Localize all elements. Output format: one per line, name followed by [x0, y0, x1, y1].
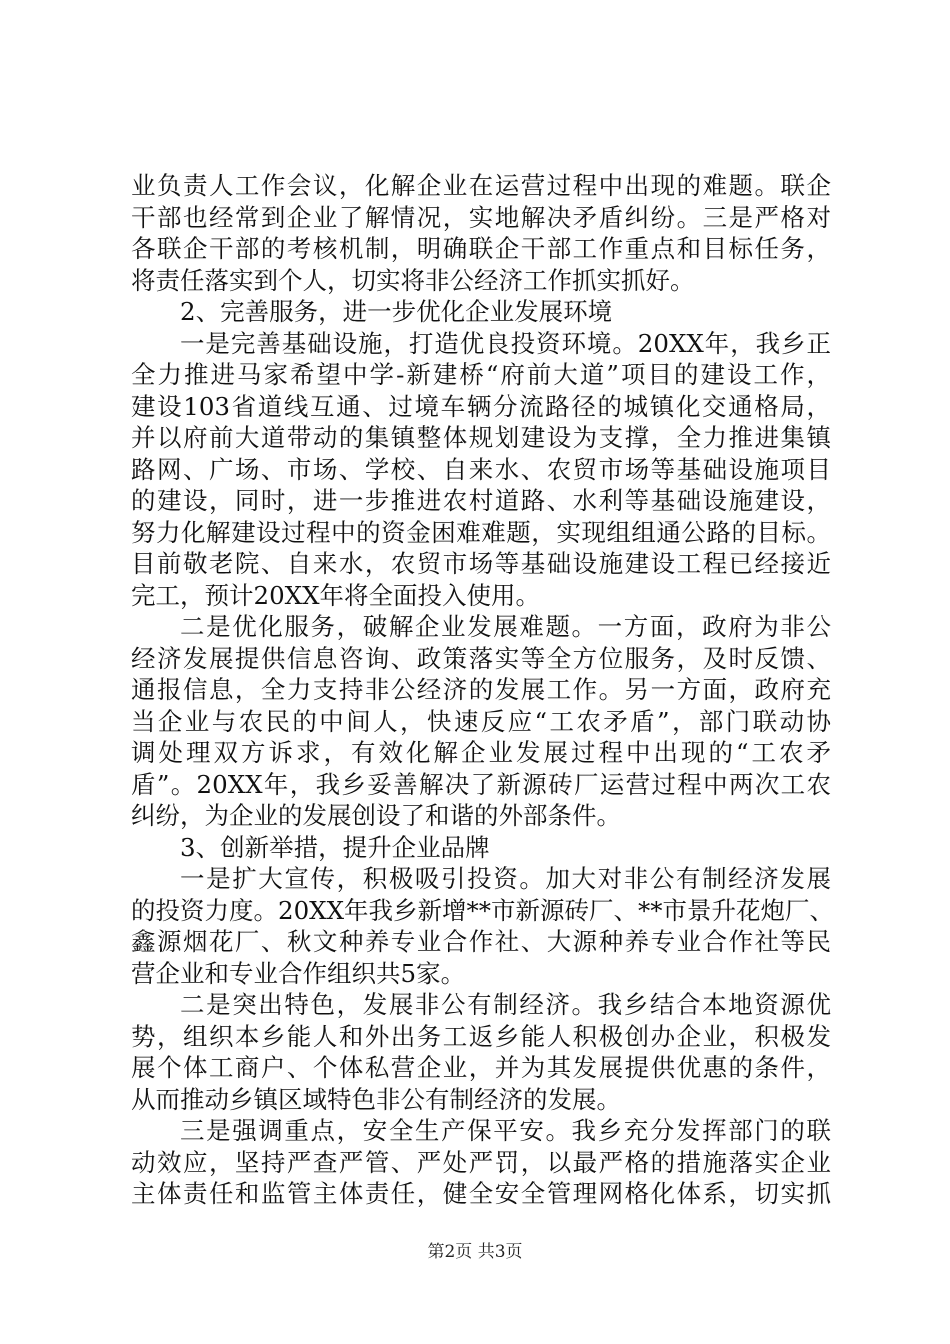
text-line: 的建设，同时，进一步推进农村道路、水利等基础设施建设， — [131, 486, 831, 515]
text-line: 主体责任和监管主体责任，健全安全管理网格化体系，切实抓 — [131, 1179, 831, 1208]
text-line: 路网、广场、市场、学校、自来水、农贸市场等基础设施项目 — [131, 454, 831, 484]
page-footer — [0, 1237, 950, 1262]
text-line: 完工，预计20XX年将全面投入使用。 — [131, 580, 541, 610]
text-line: 通报信息，全力支持非公经济的发展工作。另一方面，政府充 — [131, 675, 831, 704]
text-line: 三是强调重点，安全生产保平安。我乡充分发挥部门的联 — [180, 1116, 831, 1145]
text-line: 业负责人工作会议，化解企业在运营过程中出现的难题。联企 — [131, 171, 831, 200]
text-line: 各联企干部的考核机制，明确联企干部工作重点和目标任务， — [131, 234, 831, 263]
text-line: 二是突出特色，发展非公有制经济。我乡结合本地资源优 — [180, 990, 831, 1019]
text-line: 干部也经常到企业了解情况，实地解决矛盾纠纷。三是严格对 — [131, 202, 831, 232]
text-line: 3、创新举措，提升企业品牌 — [180, 832, 490, 862]
text-line: 动效应，坚持严查严管、严处严罚，以最严格的措施落实企业 — [131, 1147, 831, 1177]
text-line: 一是扩大宣传，积极吸引投资。加大对非公有制经济发展 — [180, 864, 831, 893]
text-line: 将责任落实到个人，切实将非公经济工作抓实抓好。 — [131, 265, 695, 295]
document-body — [131, 170, 835, 1210]
text-line: 目前敬老院、自来水，农贸市场等基础设施建设工程已经接近 — [131, 549, 831, 578]
text-line: 调处理双方诉求，有效化解企业发展过程中出现的“工农矛 — [131, 738, 831, 767]
text-line: 势，组织本乡能人和外出务工返乡能人积极创办企业，积极发 — [131, 1021, 831, 1051]
text-line: 纠纷，为企业的发展创设了和谐的外部条件。 — [131, 801, 621, 830]
text-line: 营企业和专业合作组织共5家。 — [131, 958, 466, 988]
page-number: 第2页 共3页 — [427, 1242, 523, 1262]
text-line: 努力化解建设过程中的资金困难难题，实现组组通公路的目标。 — [131, 517, 831, 547]
text-line: 鑫源烟花厂、秋文种养专业合作社、大源种养专业合作社等民 — [131, 927, 831, 956]
text-line: 当企业与农民的中间人，快速反应“工农矛盾”，部门联动协 — [131, 706, 831, 736]
text-line: 一是完善基础设施，打造优良投资环境。20XX年，我乡正 — [180, 328, 831, 358]
text-line: 盾”。20XX年，我乡妥善解决了新源砖厂运营过程中两次工农 — [131, 769, 831, 799]
text-line: 并以府前大道带动的集镇整体规划建设为支撑，全力推进集镇 — [131, 423, 831, 452]
text-line: 的投资力度。20XX年我乡新增**市新源砖厂、**市景升花炮厂、 — [131, 895, 835, 925]
text-line: 展个体工商户、个体私营企业，并为其发展提供优惠的条件， — [131, 1053, 831, 1082]
text-line: 二是优化服务，破解企业发展难题。一方面，政府为非公 — [180, 612, 831, 641]
text-line: 经济发展提供信息咨询、政策落实等全方位服务，及时反馈、 — [131, 643, 831, 673]
text-line: 建设103省道线互通、过境车辆分流路径的城镇化交通格局， — [131, 391, 831, 421]
text-line: 全力推进马家希望中学-新建桥“府前大道”项目的建设工作， — [131, 360, 831, 389]
text-line: 从而推动乡镇区域特色非公有制经济的发展。 — [131, 1084, 621, 1114]
text-line: 2、完善服务，进一步优化企业发展环境 — [180, 297, 613, 326]
